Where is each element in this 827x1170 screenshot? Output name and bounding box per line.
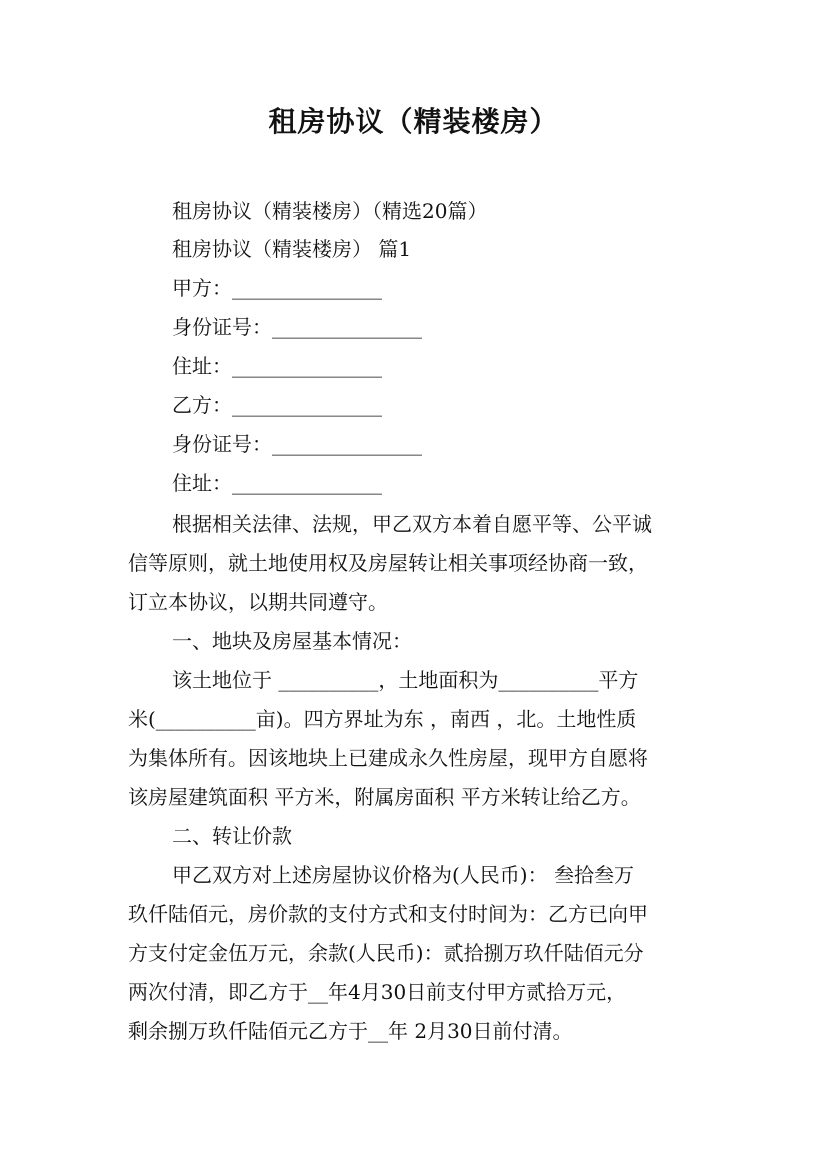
section-heading: 租房协议（精装楼房） 篇1	[172, 237, 412, 261]
paragraph-line: 玖仟陆佰元，房价款的支付方式和支付时间为：乙方已向甲	[128, 902, 648, 926]
clause-heading-1: 一、地块及房屋基本情况：	[172, 629, 412, 653]
paragraph-line: 为集体所有。因该地块上已建成永久性房屋，现甲方自愿将	[128, 746, 648, 770]
clause-heading-2: 二、转让价款	[172, 824, 292, 848]
party-b-field: 乙方：_______________	[172, 393, 382, 417]
doc-subtitle: 租房协议（精装楼房）（精选20篇）	[172, 199, 488, 223]
paragraph-line: 根据相关法律、法规，甲乙双方本着自愿平等、公平诚	[172, 512, 652, 536]
party-b-id-field: 身份证号：_______________	[172, 432, 422, 456]
paragraph-line: 该房屋建筑面积 平方米，附属房面积 平方米转让给乙方。	[128, 785, 641, 809]
paragraph-line: 该土地位于 __________，土地面积为__________平方	[172, 668, 639, 692]
party-b-address-field: 住址：_______________	[172, 471, 382, 495]
paragraph-line: 订立本协议，以期共同遵守。	[128, 590, 388, 614]
paragraph-line: 信等原则，就土地使用权及房屋转让相关事项经协商一致，	[128, 551, 648, 575]
paragraph-line: 方支付定金伍万元，余款(人民币)：贰拾捌万玖仟陆佰元分	[128, 941, 644, 965]
document-title: 租房协议（精装楼房）	[268, 105, 559, 138]
paragraph-line: 米(__________亩)。四方界址为东 ，南西 ，北。土地性质	[128, 707, 637, 731]
paragraph-line: 剩余捌万玖仟陆佰元乙方于__年 2月30日前付清。	[128, 1019, 573, 1043]
party-a-id-field: 身份证号：_______________	[172, 315, 422, 339]
party-a-address-field: 住址：_______________	[172, 354, 382, 378]
paragraph-line: 两次付清，即乙方于__年4月30日前支付甲方贰拾万元，	[128, 980, 627, 1004]
paragraph-line: 甲乙双方对上述房屋协议价格为(人民币)： 叁拾叁万	[172, 863, 634, 887]
party-a-field: 甲方：_______________	[172, 276, 382, 300]
